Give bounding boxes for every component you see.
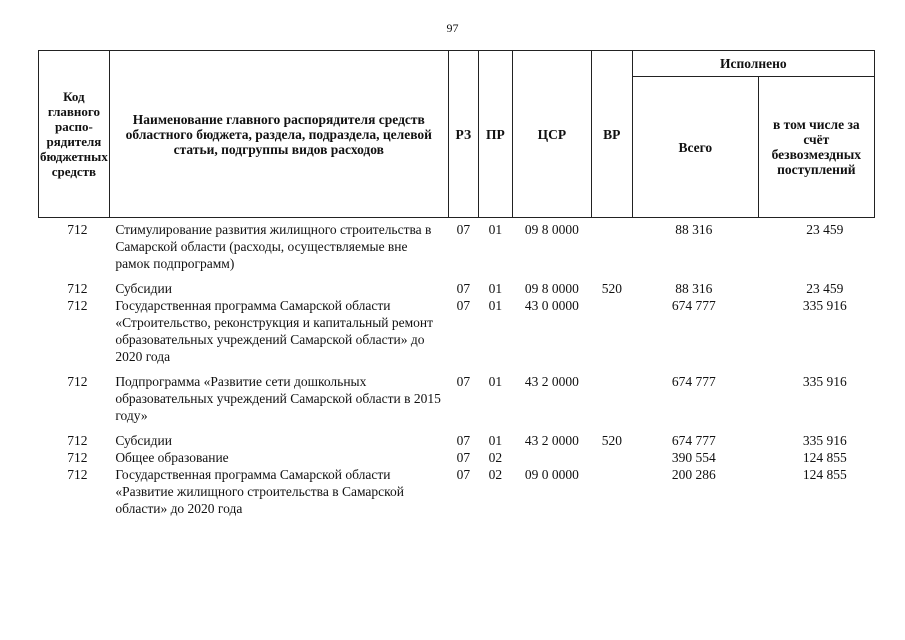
cell-free: 124 855 [802, 467, 847, 482]
cell-total: 88 316 [675, 281, 713, 296]
cell-csr: 09 8 0000 [524, 281, 579, 296]
cell-free: 124 855 [802, 450, 847, 465]
table-row [39, 466, 875, 517]
cell-name: Общее образование [115, 450, 229, 465]
cell-vr [591, 449, 632, 466]
header-vr: ВР [591, 51, 632, 218]
header-rz: РЗ [448, 51, 478, 218]
cell-total: 200 286 [671, 467, 716, 482]
table-row [39, 297, 875, 373]
header-name: Наименование главного распорядителя средств областного бюджета, раздела, подраздела, целевой статьи, подгруппы видов расходов [109, 51, 448, 218]
cell-csr [512, 449, 591, 466]
cell-rz: 07 [456, 450, 471, 465]
cell-csr: 43 0 0000 [524, 298, 579, 313]
cell-code: 712 [67, 281, 88, 296]
header-code-text: Код главного распо- рядителя бюджетных средств [40, 89, 108, 179]
cell-name: Субсидии [115, 281, 172, 296]
header-csr: ЦСР [512, 51, 591, 218]
cell-free: 23 459 [806, 281, 844, 296]
cell-csr: 09 8 0000 [524, 222, 579, 237]
cell-pr: 02 [488, 450, 503, 465]
cell-total: 88 316 [675, 222, 713, 237]
header-code [39, 51, 110, 218]
cell-vr: 520 [601, 281, 622, 296]
table-row [39, 373, 875, 432]
cell-rz: 07 [456, 433, 471, 448]
cell-vr [591, 297, 632, 373]
cell-csr: 43 2 0000 [524, 374, 579, 389]
cell-pr: 01 [488, 433, 503, 448]
cell-vr [591, 466, 632, 517]
cell-free: 335 916 [802, 298, 847, 313]
cell-code: 712 [67, 450, 88, 465]
table-header [39, 51, 875, 218]
cell-code: 712 [67, 374, 88, 389]
cell-vr: 520 [601, 433, 622, 448]
budget-table [38, 50, 875, 517]
table-body [39, 218, 875, 518]
header-executed: Исполнено [632, 51, 874, 77]
cell-name: Государственная программа Самарской области «Строительство, реконструкция и капитальный ремонт образовательных учреждений Самарской области» до 2020 года [115, 298, 434, 364]
cell-pr: 01 [488, 281, 503, 296]
cell-name: Государственная программа Самарской области «Развитие жилищного строительства в Самарской области» до 2020 года [115, 467, 404, 516]
cell-vr [591, 218, 632, 281]
cell-pr: 01 [488, 222, 503, 237]
page-number: 97 [446, 21, 459, 35]
cell-rz: 07 [456, 298, 471, 313]
cell-total: 674 777 [671, 433, 716, 448]
header-free: в том числе за счёт безвозмездных поступлений [758, 77, 874, 218]
cell-csr: 43 2 0000 [524, 433, 579, 448]
cell-total: 674 777 [671, 374, 716, 389]
table-row [39, 432, 875, 449]
table-row [39, 280, 875, 297]
cell-pr: 01 [488, 374, 503, 389]
cell-code: 712 [67, 433, 88, 448]
cell-rz: 07 [456, 281, 471, 296]
cell-pr: 01 [488, 298, 503, 313]
cell-csr: 09 0 0000 [524, 467, 579, 482]
cell-total: 674 777 [671, 298, 716, 313]
cell-free: 335 916 [802, 374, 847, 389]
cell-name: Субсидии [115, 433, 172, 448]
cell-rz: 07 [456, 374, 471, 389]
cell-pr: 02 [488, 467, 503, 482]
cell-rz: 07 [456, 467, 471, 482]
cell-name: Подпрограмма «Развитие сети дошкольных образовательных учреждений Самарской области в 2015 году» [115, 374, 441, 423]
cell-code: 712 [67, 222, 88, 237]
cell-code: 712 [67, 298, 88, 313]
cell-code: 712 [67, 467, 88, 482]
header-pr: ПР [478, 51, 512, 218]
cell-rz: 07 [456, 222, 471, 237]
cell-free: 23 459 [806, 222, 844, 237]
cell-total: 390 554 [671, 450, 716, 465]
cell-name: Стимулирование развития жилищного строительства в Самарской области (расходы, осуществляемые вне рамок подпрограмм) [115, 222, 432, 271]
header-total: Всего [632, 77, 758, 218]
cell-vr [591, 373, 632, 432]
table-row [39, 449, 875, 466]
cell-free: 335 916 [802, 433, 847, 448]
table-row [39, 218, 875, 281]
